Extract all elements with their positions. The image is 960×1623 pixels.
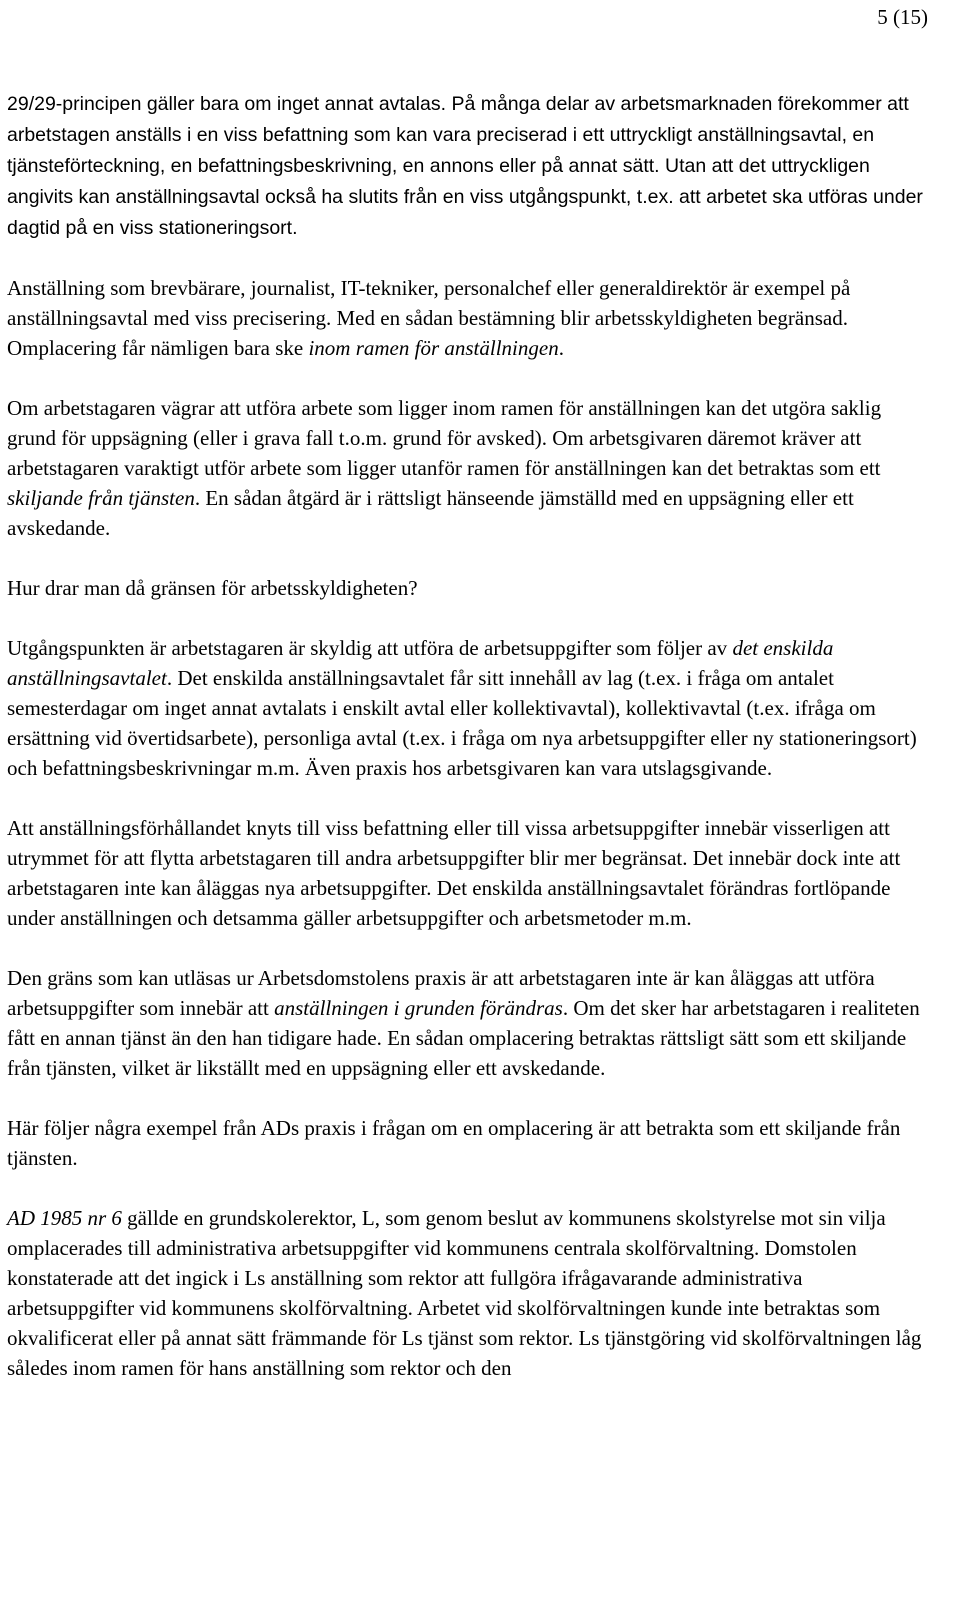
text-run: . Om det sker har arbetstagaren i realiteten fått en annan tjänst än den han tidigare hade. En sådan omplacering betraktas rättsligt sätt som ett skiljande från tjänsten, vilket är likställt med en uppsägning eller ett avskedande. xyxy=(7,996,920,1080)
text-run: Att anställningsförhållandet knyts till viss befattning eller till vissa arbetsuppgifter innebär visserligen att utrymmet för att flytta arbetstagaren till andra arbetsuppgifter blir mer begränsat. Det innebär dock inte att arbetstagaren inte kan åläggas nya arbetsuppgifter. Det enskilda anställningsavtalet förändras fortlöpande under anställningen och detsamma gäller arbetsuppgifter och arbetsmetoder m.m. xyxy=(7,816,901,930)
paragraph-2 xyxy=(7,273,932,363)
paragraph-4 xyxy=(7,573,932,603)
paragraph-8 xyxy=(7,1113,932,1173)
italic-text-run: skiljande från tjänsten xyxy=(7,486,195,510)
document-body xyxy=(7,88,932,1413)
paragraph-5 xyxy=(7,633,932,783)
text-run: Om arbetstagaren vägrar att utföra arbete som ligger inom ramen för anställningen kan det utgöra saklig grund för uppsägning (eller i grava fall t.o.m. grund för avsked). Om arbetsgivaren däremot kräver att arbetstagaren varaktigt utför arbete som ligger utanför ramen för anställningen kan det betraktas som ett xyxy=(7,396,882,480)
text-run: Anställning som brevbärare, journalist, IT-tekniker, personalchef eller generaldirektör är exempel på anställningsavtal med viss precisering. Med en sådan bestämning blir arbetsskyldigheten begränsad. Omplacering får nämligen bara ske xyxy=(7,276,851,360)
text-run: 29/29-principen gäller bara om inget annat avtalas. På många delar av arbetsmarknaden förekommer att arbetstagen anställs i en viss befattning som kan vara preciserad i ett uttryckligt anställningsavtal, en tjänsteförteckning, en befattningsbeskrivning, en annons eller på annat sätt. xyxy=(7,93,909,177)
text-run: . En sådan åtgärd är i rättsligt hänseende jämställd med en uppsägning eller ett avskedande. xyxy=(7,486,854,540)
italic-text-run: inom ramen för anställningen xyxy=(308,336,559,360)
italic-text-run: AD 1985 nr 6 xyxy=(7,1206,122,1230)
text-run: gällde en grundskolerektor, L, som genom beslut av kommunens skolstyrelse mot sin vilja omplacerades till administrativa arbetsuppgifter vid kommunens centrala skolförvaltning. Domstolen konstaterade att det ingick i Ls anställning som rektor att fullgöra ifrågavarande administrativa arbetsuppgifter vid kommunens skolförvaltning. Arbetet vid skolförvaltningen kunde inte betraktas som okvalificerat eller på annat sätt främmande för Ls tjänst som rektor. Ls tjänstgöring vid skolförvaltningen låg således inom ramen för hans anställning som rektor och den xyxy=(7,1206,922,1380)
text-run: Här följer några exempel från ADs praxis i frågan om en omplacering är att betrakta som ett skiljande från tjänsten. xyxy=(7,1116,901,1170)
text-run: Utan att det uttryckligen angivits kan anställningsavtal också ha slutits från en viss utgångspunkt, t.ex. att arbetet ska utföras under dagtid på en viss stationeringsort. xyxy=(7,155,923,239)
paragraph-6 xyxy=(7,813,932,933)
text-run: Hur drar man då gränsen för arbetsskyldigheten? xyxy=(7,576,418,600)
text-run: . Det enskilda anställningsavtalet får sitt innehåll av lag (t.ex. i fråga om antalet semesterdagar om inget annat avtalats i enskilt avtal eller kollektivavtal), kollektivavtal (t.ex. ifråga om ersättning vid övertidsarbete), personliga avtal (t.ex. i fråga om nya arbetsuppgifter eller ny stationeringsort) och befattningsbeskrivningar m.m. Även praxis hos arbetsgivaren kan vara utslagsgivande. xyxy=(7,666,917,780)
paragraph-3 xyxy=(7,393,932,543)
paragraph-1 xyxy=(7,88,932,243)
text-run: . xyxy=(558,336,564,360)
page-number: 5 (15) xyxy=(877,5,928,29)
italic-text-run: anställningen i grunden förändras xyxy=(274,996,563,1020)
italic-text-run: det enskilda anställningsavtalet xyxy=(7,636,834,690)
paragraph-7 xyxy=(7,963,932,1083)
text-run: Den gräns som kan utläsas ur Arbetsdomstolens praxis är att arbetstagaren inte är kan åläggas att utföra arbetsuppgifter som innebär att xyxy=(7,966,875,1020)
paragraph-9 xyxy=(7,1203,932,1383)
text-run: Utgångspunkten är arbetstagaren är skyldig att utföra de arbetsuppgifter som följer av xyxy=(7,636,733,660)
